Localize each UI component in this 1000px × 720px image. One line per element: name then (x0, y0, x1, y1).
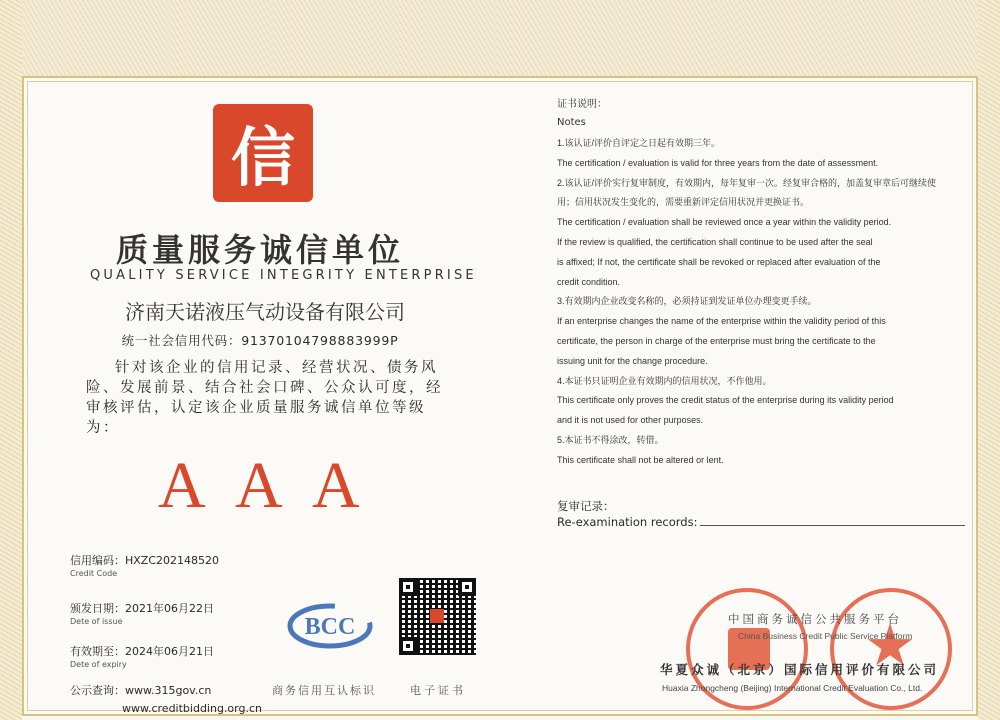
reexam-label-en: Re-examination records: (557, 515, 698, 529)
company-name: 济南天诺液压气动设备有限公司 (125, 300, 405, 324)
platform-name: 中国商务诚信公共服务平台 (728, 612, 902, 626)
note-line: certificate, the person in charge of the enterprise must bring the certificate to the (557, 335, 876, 346)
note-line: The certification / evaluation shall be reviewed once a year within the validity period. (557, 217, 892, 228)
reexam-section (557, 498, 697, 530)
note-line: credit condition. (557, 276, 621, 287)
bcc-text: BCC (304, 614, 356, 640)
platform-name-en: China Business Credit Public Service Platform (738, 631, 913, 641)
note-line: 3.有效期内企业改变名称的，必须持证到发证单位办理变更手续。 (557, 296, 817, 307)
grade-letter: A (235, 449, 283, 522)
issuer-name-en: Huaxia Zhongcheng (Beijing) International Credit Evaluation Co., Ltd. (662, 683, 923, 693)
star-icon: ★ (864, 611, 916, 679)
query-url-2[interactable]: www.creditbidding.org.cn (122, 702, 262, 715)
qr-code[interactable] (399, 578, 476, 655)
integrity-logo (213, 104, 313, 202)
credit-code: 信用编码：HXZC202148520 (70, 554, 220, 567)
note-line: This certificate only proves the credit status of the enterprise during its validity period (557, 395, 894, 406)
note-line: 用；信用状况发生变化的，需要重新评定信用状况并更换证书。 (557, 197, 810, 208)
grade-letter: A (158, 449, 206, 522)
grade-letter: A (312, 449, 360, 522)
issue-date: 颁发日期：2021年06月22日 (70, 602, 214, 615)
bcc-caption: 商务信用互认标识 (272, 684, 376, 697)
notes-heading: 证书说明： (557, 99, 607, 110)
reexam-label: 复审记录： (557, 499, 615, 513)
qr-center-logo (430, 609, 444, 623)
note-line: If an enterprise changes the name of the enterprise within the validity period of this (557, 316, 886, 327)
issue-date-en: Dete of issue (70, 617, 123, 626)
certificate-title-en: QUALITY SERVICE INTEGRITY ENTERPRISE (90, 268, 477, 283)
bcc-logo (287, 596, 373, 652)
expiry-date-en: Dete of expiry (70, 660, 127, 669)
qr-caption: 电子证书 (410, 684, 466, 697)
statement: 针对该企业的信用记录、经营状况、债务风险、发展前景、结合社会口碑、公众认可度，经审核评估，认定该企业质量服务诚信单位等级为： (86, 360, 443, 436)
credit-code-en: Credit Code (70, 569, 118, 578)
note-line: If the review is qualified, the certification shall continue to be used after the seal (557, 236, 873, 247)
note-line: The certification / evaluation is valid for three years from the date of assessment. (557, 157, 879, 168)
note-line: 1.该认证/评价自评定之日起有效期三年。 (557, 138, 721, 148)
certificate-title: 质量服务诚信单位 (115, 231, 404, 269)
notes-section (557, 98, 982, 471)
note-line: This certificate shall not be altered or lent. (557, 454, 724, 465)
note-line: 5.本证书不得涂改，转借。 (557, 434, 664, 445)
note-line: issuing unit for the change procedure. (557, 355, 708, 366)
decorative-border-top (0, 0, 1000, 80)
query-url[interactable]: 公示查询：www.315gov.cn (70, 684, 212, 697)
note-line: and it is not used for other purposes. (557, 415, 704, 426)
notes-heading-en: Notes (557, 117, 586, 128)
expiry-date: 有效期至：2024年06月21日 (70, 645, 214, 658)
logo-glyph: 信 (231, 121, 295, 196)
issuer-name: 华夏众诚（北京）国际信用评价有限公司 (660, 662, 940, 677)
note-line: 2.该认证/评价实行复审制度，有效期内，每年复审一次。经复审合格的，加盖复审章后可继续使 (557, 177, 937, 188)
note-line: 4.本证书只证明企业有效期内的信用状况，不作他用。 (557, 375, 772, 386)
note-line: is affixed; If not, the certificate shall be revoked or replaced after evaluation of the (557, 256, 881, 267)
reexam-line (700, 525, 965, 526)
decorative-border-left (0, 0, 22, 720)
unified-credit-code: 统一社会信用代码：91370104798883999P (121, 333, 399, 348)
